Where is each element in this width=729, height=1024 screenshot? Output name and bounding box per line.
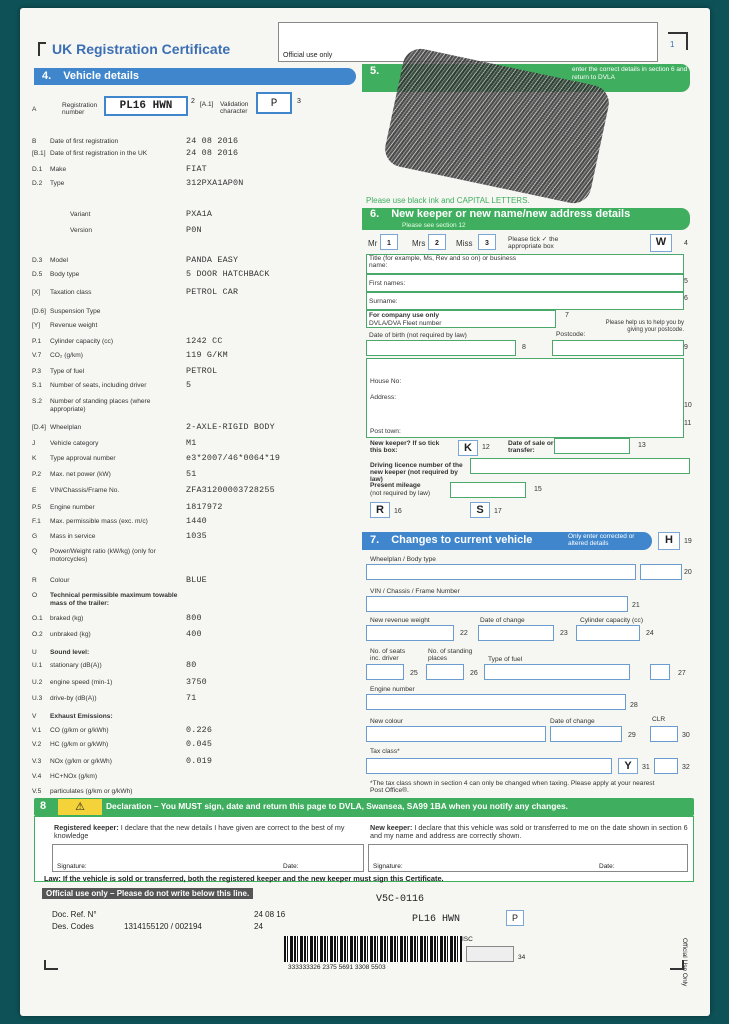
date-change-field[interactable]: [478, 625, 554, 641]
footer-reg: PL16 HWN: [412, 914, 461, 925]
surname-field[interactable]: [366, 292, 684, 310]
isc-box: [466, 946, 514, 962]
num-29: 29: [628, 732, 636, 739]
detail-label: Number of standing places (where appropriate): [50, 398, 151, 413]
reg-a1: [A.1]: [200, 101, 214, 108]
detail-row: [32, 138, 180, 146]
fleet-label: DVLA/DVA Fleet number: [369, 320, 442, 327]
footer-check-box: P: [506, 910, 524, 926]
detail-label: Wheelplan: [50, 424, 82, 431]
num-19: 19: [684, 538, 692, 545]
seats-label: No. of seats inc. driver: [370, 648, 406, 662]
num-28: 28: [630, 702, 638, 709]
des-codes-num: 24: [254, 922, 263, 931]
standing-label: No. of standing places: [428, 648, 473, 662]
fuel-field[interactable]: [484, 664, 630, 680]
doc-ref-value: 24 08 16: [254, 910, 286, 919]
detail-code: U.1: [32, 662, 43, 669]
detail-code: V.7: [32, 352, 42, 359]
num-24: 24: [646, 630, 654, 637]
detail-row: [32, 352, 180, 360]
detail-value: PETROL: [186, 366, 218, 376]
detail-row: [32, 455, 180, 463]
new-keeper-signature-field[interactable]: Signature: Date:: [368, 844, 688, 872]
vin-label: VIN / Chassis / Frame Number: [370, 588, 460, 595]
detail-value: 400: [186, 629, 202, 639]
detail-label: Date of first registration in the UK: [50, 150, 148, 157]
tax-extra-field[interactable]: [654, 758, 678, 774]
section-6-w-box: W: [650, 234, 672, 252]
detail-row: [32, 504, 180, 512]
detail-code: O.1: [32, 615, 43, 622]
cylinder-label: Cylinder capacity (cc): [580, 617, 644, 624]
official-use-label: Official use only: [283, 52, 333, 59]
document-title: UK Registration Certificate: [52, 41, 231, 57]
validation-box: P: [256, 92, 292, 114]
detail-label: Revenue weight: [50, 322, 98, 329]
num-23: 23: [560, 630, 568, 637]
detail-row: [32, 788, 180, 796]
detail-value: 312PXA1AP0N: [186, 178, 244, 188]
title-mr-label: Mr: [368, 239, 378, 248]
detail-code: [D.4]: [32, 424, 46, 431]
title-miss-checkbox[interactable]: 3: [478, 234, 496, 250]
detail-value: 24 08 2016: [186, 148, 239, 158]
detail-label: HC+NOx (g/km): [50, 773, 98, 780]
taxclass-field[interactable]: [366, 758, 612, 774]
tick-instruction: Please tick ✓ the appropriate box: [508, 236, 559, 250]
num-34: 34: [518, 954, 526, 961]
detail-row: [32, 227, 200, 235]
v5c-code: V5C-0116: [376, 894, 425, 905]
taxclass-label: Tax class*: [370, 748, 400, 755]
detail-label: Taxation class: [50, 289, 92, 296]
first-names-field[interactable]: [366, 274, 684, 292]
detail-label: Technical permissible maximum towable mass of the trailer:: [50, 592, 178, 607]
detail-code: S.1: [32, 382, 42, 389]
detail-value: 0.019: [186, 756, 213, 766]
detail-row: [32, 271, 180, 279]
h-box: H: [658, 532, 680, 550]
num-6: 6: [684, 295, 688, 302]
detail-code: V.4: [32, 773, 42, 780]
reg-num-3: 3: [297, 98, 301, 105]
num-17: 17: [494, 508, 502, 515]
detail-label: HC (g/km or g/kWh): [50, 741, 109, 748]
detail-code: P.3: [32, 368, 42, 375]
des-codes-label: Des. Codes: [52, 922, 94, 931]
section-7-header: 7. Changes to current vehicle Only enter corrected or altered details: [362, 532, 652, 550]
detail-code: Q: [32, 548, 38, 555]
detail-row: [32, 338, 180, 346]
detail-code: O: [32, 592, 38, 599]
mileage-field[interactable]: [450, 482, 526, 498]
mileage-label: Present mileage: [370, 482, 421, 489]
vin-field[interactable]: [366, 596, 628, 612]
detail-row: [32, 440, 180, 448]
detail-row: [32, 773, 180, 781]
doc-ref-label: Doc. Ref. N°: [52, 910, 97, 919]
num-26: 26: [470, 670, 478, 677]
detail-row: [32, 679, 180, 687]
detail-row: [32, 577, 180, 585]
detail-code: [Y]: [32, 322, 41, 329]
detail-value: 51: [186, 469, 197, 479]
detail-row: [32, 382, 180, 390]
detail-row: [32, 695, 180, 703]
box-number-1: 1: [670, 40, 675, 49]
num-8: 8: [522, 344, 526, 351]
detail-code: E: [32, 487, 37, 494]
detail-value: BLUE: [186, 575, 207, 585]
detail-label: Type approval number: [50, 455, 116, 462]
num-13: 13: [638, 442, 646, 449]
detail-row: [32, 487, 180, 495]
detail-value: PANDA EASY: [186, 255, 239, 265]
detail-code: K: [32, 455, 37, 462]
company-use-label: For company use only: [369, 312, 439, 319]
detail-code: [X]: [32, 289, 41, 296]
detail-row: [32, 166, 180, 174]
new-keeper-decl: New keeper: I declare that this vehicle was sold or transferred to me on the date shown in section 6 and my name and address are correctly shown.: [370, 823, 688, 840]
detail-label: Max. permissible mass (exc. m/c): [50, 518, 148, 525]
detail-row: [32, 368, 180, 376]
isc-label: ISC: [462, 936, 473, 943]
barcode: [284, 936, 462, 962]
num-31: 31: [642, 764, 650, 771]
detail-label: unbraked (kg): [50, 631, 91, 638]
clr-field[interactable]: [650, 726, 678, 742]
detail-value: 80: [186, 660, 197, 670]
standing-field[interactable]: [426, 664, 464, 680]
detail-label: CO₂ (g/km): [50, 352, 83, 359]
detail-row: [32, 424, 180, 432]
detail-label: Variant: [70, 211, 91, 218]
detail-row: [32, 150, 180, 158]
detail-code: F.1: [32, 518, 41, 525]
num-7: 7: [565, 312, 569, 319]
official-use-box: [278, 22, 658, 62]
num-4: 4: [684, 240, 688, 247]
engine-field[interactable]: [366, 694, 626, 710]
detail-row: [32, 518, 180, 526]
detail-label: Version: [70, 227, 92, 234]
corner-mark-tl: [38, 42, 46, 56]
num-11: 11: [684, 420, 692, 427]
detail-code: V: [32, 713, 37, 720]
corner-mark-tr: [668, 32, 688, 50]
detail-row: [32, 713, 180, 721]
section-7-note: Only enter corrected or altered details: [568, 533, 635, 547]
y-box: Y: [618, 758, 638, 774]
corner-mark-br: [670, 960, 684, 970]
detail-row: [32, 741, 180, 749]
num-16: 16: [394, 508, 402, 515]
detail-label: NOx (g/km or g/kWh): [50, 758, 112, 765]
detail-value: 1817972: [186, 502, 223, 512]
detail-value: P0N: [186, 225, 202, 235]
detail-label: Type: [50, 180, 65, 187]
detail-label: drive-by (dB(A)): [50, 695, 97, 702]
official-use-footer: Official use only – Please do not write below this line.: [42, 888, 253, 899]
detail-row: [32, 289, 180, 297]
detail-code: U: [32, 649, 37, 656]
detail-row: [32, 471, 180, 479]
reg-label: Registration number: [62, 102, 98, 116]
s-box: S: [470, 502, 490, 518]
detail-code: D.5: [32, 271, 43, 278]
num-27: 27: [678, 670, 686, 677]
detail-label: CO (g/km or g/kWh): [50, 727, 109, 734]
licence-label: Driving licence number of the new keeper (not required by law): [370, 462, 463, 483]
sale-date-field[interactable]: [554, 438, 630, 454]
detail-value: 5: [186, 380, 192, 390]
detail-row: [32, 615, 180, 623]
reg-keeper-signature-field[interactable]: Signature: Date:: [52, 844, 364, 872]
warning-icon: ⚠: [58, 799, 102, 815]
reg-code: A: [32, 106, 37, 113]
detail-value: PETROL CAR: [186, 287, 239, 297]
detail-label: Type of fuel: [50, 368, 85, 375]
detail-code: R: [32, 577, 37, 584]
detail-code: U.2: [32, 679, 43, 686]
detail-label: Engine number: [50, 504, 95, 511]
mileage-sublabel: (not required by law): [370, 490, 431, 497]
postcode-help: Please help us to help you by giving your postcode.: [605, 320, 684, 333]
cylinder-field[interactable]: [576, 625, 640, 641]
detail-label: Cylinder capacity (cc): [50, 338, 114, 345]
detail-label: VIN/Chassis/Frame No.: [50, 487, 120, 494]
detail-value: PXA1A: [186, 209, 213, 219]
barcode-number: 333333326 2375 5691 3308 5503: [288, 964, 386, 971]
detail-label: Colour: [50, 577, 70, 584]
detail-value: 1440: [186, 516, 207, 526]
detail-label: Make: [50, 166, 67, 173]
num-9: 9: [684, 344, 688, 351]
sale-date-label: Date of sale or transfer:: [508, 440, 554, 454]
wheelplan-field[interactable]: [366, 564, 636, 580]
detail-value: 119 G/KM: [186, 350, 228, 360]
detail-code: S.2: [32, 398, 42, 405]
fuel-label: Type of fuel: [488, 656, 523, 663]
detail-code: P.1: [32, 338, 42, 345]
detail-value: M1: [186, 438, 197, 448]
wheelplan-label: Wheelplan / Body type: [370, 556, 436, 563]
detail-label: Max. net power (kW): [50, 471, 111, 478]
detail-label: Suspension Type: [50, 308, 101, 315]
v5c-document: [20, 8, 710, 1016]
num-5: 5: [684, 278, 688, 285]
section-4-header: 4. Vehicle details: [34, 68, 356, 85]
num-20: 20: [684, 569, 692, 576]
detail-row: [32, 631, 180, 639]
date-change-label: Date of change: [480, 617, 525, 624]
detail-value: 2-AXLE-RIGID BODY: [186, 422, 275, 432]
detail-code: V.3: [32, 758, 42, 765]
r-box: R: [370, 502, 390, 518]
detail-row: [32, 727, 180, 735]
date-change2-label: Date of change: [550, 718, 595, 725]
detail-value: 1035: [186, 531, 207, 541]
detail-value: 3750: [186, 677, 207, 687]
detail-label: Exhaust Emissions:: [50, 713, 113, 720]
num-10: 10: [684, 402, 692, 409]
num-25: 25: [410, 670, 418, 677]
detail-label: Sound level:: [50, 649, 90, 656]
detail-code: P.5: [32, 504, 42, 511]
detail-label: Date of first registration: [50, 138, 119, 145]
licence-field[interactable]: [470, 458, 690, 474]
detail-value: 71: [186, 693, 197, 703]
reg-num-2: 2: [191, 98, 195, 105]
detail-row: [32, 257, 180, 265]
address-block[interactable]: [366, 358, 684, 438]
colour-label: New colour: [370, 718, 403, 725]
detail-code: V.1: [32, 727, 42, 734]
detail-code: V.5: [32, 788, 42, 795]
detail-value: FIAT: [186, 164, 207, 174]
detail-label: stationary (dB(A)): [50, 662, 102, 669]
detail-code: J: [32, 440, 36, 447]
date-change2-field[interactable]: [550, 726, 622, 742]
num-30: 30: [682, 732, 690, 739]
num-12: 12: [482, 444, 490, 451]
detail-row: [32, 662, 180, 670]
section-5-header: 5. enter the correct details in section 6 and return to DVLA: [362, 64, 690, 92]
section-5-note: enter the correct details in section 6 and return to DVLA: [572, 66, 688, 81]
detail-row: [32, 548, 180, 564]
engine-label: Engine number: [370, 686, 415, 693]
title-field-label: Title (for example, Ms, Rev and so on) or business name:: [369, 255, 517, 269]
reg-keeper-decl: Registered keeper: I declare that the new details I have given are correct to the best of my knowledge: [54, 823, 345, 840]
title-mr-checkbox[interactable]: 1: [380, 234, 398, 250]
detail-row: [32, 180, 180, 188]
detail-value: 24 08 2016: [186, 136, 239, 146]
detail-row: [32, 758, 180, 766]
detail-code: [D.6]: [32, 308, 46, 315]
new-keeper-k-box[interactable]: K: [458, 440, 478, 456]
detail-row: [32, 308, 180, 316]
detail-code: G: [32, 533, 38, 540]
detail-code: O.2: [32, 631, 43, 638]
num-21: 21: [632, 602, 640, 609]
title-mrs-checkbox[interactable]: 2: [428, 234, 446, 250]
detail-value: 5 DOOR HATCHBACK: [186, 269, 270, 279]
detail-label: Body type: [50, 271, 80, 278]
validation-label: Validation character: [220, 101, 249, 115]
detail-value: 800: [186, 613, 202, 623]
detail-code: [B.1]: [32, 150, 46, 157]
revenue-label: New revenue weight: [370, 617, 430, 624]
wheelplan-extra-field[interactable]: [640, 564, 682, 580]
des-codes-value: 1314155120 / 002194: [124, 922, 202, 931]
detail-row: [32, 592, 180, 608]
detail-row: [32, 533, 180, 541]
detail-value: e3*2007/46*0064*19: [186, 453, 281, 463]
detail-value: 0.045: [186, 739, 213, 749]
detail-label: Mass in service: [50, 533, 96, 540]
dob-label: Date of birth (not required by law): [369, 332, 467, 339]
num-22: 22: [460, 630, 468, 637]
detail-row: [32, 211, 200, 219]
detail-code: P.2: [32, 471, 42, 478]
section-6-header: 6. New keeper or new name/new address details Please see section 12: [362, 208, 690, 230]
detail-code: B: [32, 138, 37, 145]
num-15: 15: [534, 486, 542, 493]
title-mrs-label: Mrs: [412, 239, 426, 248]
first-names-label: First names:: [369, 280, 406, 287]
detail-label: Vehicle category: [50, 440, 99, 447]
revenue-field[interactable]: [366, 625, 454, 641]
detail-label: particulates (g/km or g/kWh): [50, 788, 133, 795]
detail-label: Model: [50, 257, 68, 264]
law-note: Law: If the vehicle is sold or transferred, both the registered keeper and the new keeper must sign this Certificate.: [44, 874, 444, 883]
detail-code: D.1: [32, 166, 43, 173]
new-keeper-label: New keeper? If so tick this box:: [370, 440, 440, 454]
postcode-field[interactable]: [552, 340, 684, 356]
reg-number-box: PL16 HWN: [104, 96, 188, 116]
detail-code: D.2: [32, 180, 43, 187]
detail-code: D.3: [32, 257, 43, 264]
detail-row: [32, 398, 180, 414]
section-6-subtitle: Please see section 12: [402, 222, 466, 229]
section-8-header: 8 ⚠ Declaration – You MUST sign, date and return this page to DVLA, Swansea, SA99 1BA when you notify any changes.: [34, 798, 694, 816]
surname-label: Surname:: [369, 298, 398, 305]
corner-mark-bl: [44, 960, 58, 970]
colour-field[interactable]: [366, 726, 546, 742]
tax-footnote: *The tax class shown in section 4 can only be changed when taxing. Please apply at your nearest Post Office®.: [370, 780, 655, 794]
side-official-label: Official Use Only: [681, 938, 688, 987]
address-label: Address:: [370, 394, 397, 401]
clr-label: CLR: [652, 716, 666, 723]
detail-code: V.2: [32, 741, 42, 748]
detail-row: [32, 322, 180, 330]
title-miss-label: Miss: [456, 239, 473, 248]
detail-value: 0.226: [186, 725, 213, 735]
section-5-ink-note: Please use black ink and CAPITAL LETTERS.: [366, 196, 530, 205]
detail-label: Number of seats, including driver: [50, 382, 147, 389]
postcode-label: Postcode:: [556, 331, 586, 338]
detail-label: braked (kg): [50, 615, 84, 622]
detail-code: U.3: [32, 695, 43, 702]
seats-field[interactable]: [366, 664, 404, 680]
house-label: House No:: [370, 378, 402, 385]
detail-value: 1242 CC: [186, 336, 223, 346]
detail-label: engine speed (min-1): [50, 679, 113, 686]
detail-value: ZFA31200003728255: [186, 485, 275, 495]
num-32: 32: [682, 764, 690, 771]
fuel-code-field[interactable]: [650, 664, 670, 680]
detail-label: Power/Weight ratio (kW/kg) (only for motorcycles): [50, 548, 156, 563]
town-label: Post town:: [370, 428, 401, 435]
dob-field[interactable]: [366, 340, 516, 356]
detail-row: [32, 649, 180, 657]
